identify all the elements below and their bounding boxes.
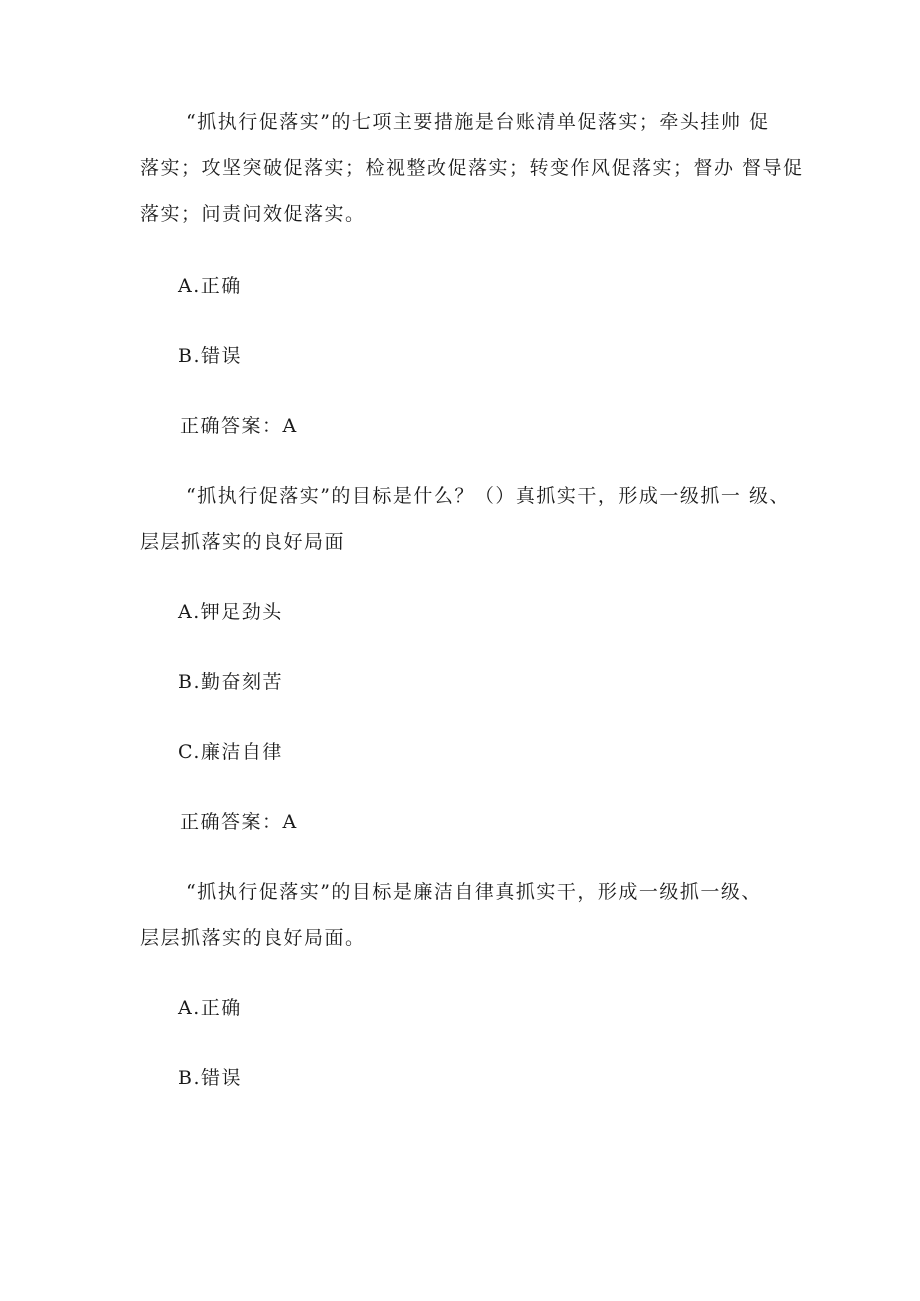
question-1-answer: 正确答案：A bbox=[180, 415, 298, 437]
question-2-answer: 正确答案：A bbox=[180, 811, 298, 833]
question-2-stem-line-2: 层层抓落实的良好局面 bbox=[140, 531, 346, 553]
question-2-option-c: C.廉洁自律 bbox=[178, 741, 283, 763]
question-2-option-a: A.钾足劲头 bbox=[178, 601, 283, 623]
question-1-stem-line-1: “抓执行促落实”的七项主要措施是台账清单促落实；牵头挂帅 促 bbox=[186, 111, 770, 133]
question-3-stem-line-1: “抓执行促落实”的目标是廉洁自律真抓实干，形成一级抓一级、 bbox=[186, 881, 762, 903]
question-3-option-a: A.正确 bbox=[178, 997, 242, 1019]
question-1-option-a: A.正确 bbox=[178, 275, 242, 297]
question-3-option-b: B.错误 bbox=[178, 1067, 243, 1089]
question-1-option-b: B.错误 bbox=[178, 345, 243, 367]
question-1-stem-line-2: 落实；攻坚突破促落实；检视整改促落实；转变作风促落实；督办 督导促 bbox=[140, 157, 804, 179]
question-3-stem-line-2: 层层抓落实的良好局面。 bbox=[140, 927, 366, 949]
question-1-stem-line-3: 落实；问责问效促落实。 bbox=[140, 203, 366, 225]
question-2-stem-line-1: “抓执行促落实”的目标是什么？（）真抓实干，形成一级抓一 级、 bbox=[186, 485, 790, 507]
question-2-option-b: B.勤奋刻苦 bbox=[178, 671, 284, 693]
